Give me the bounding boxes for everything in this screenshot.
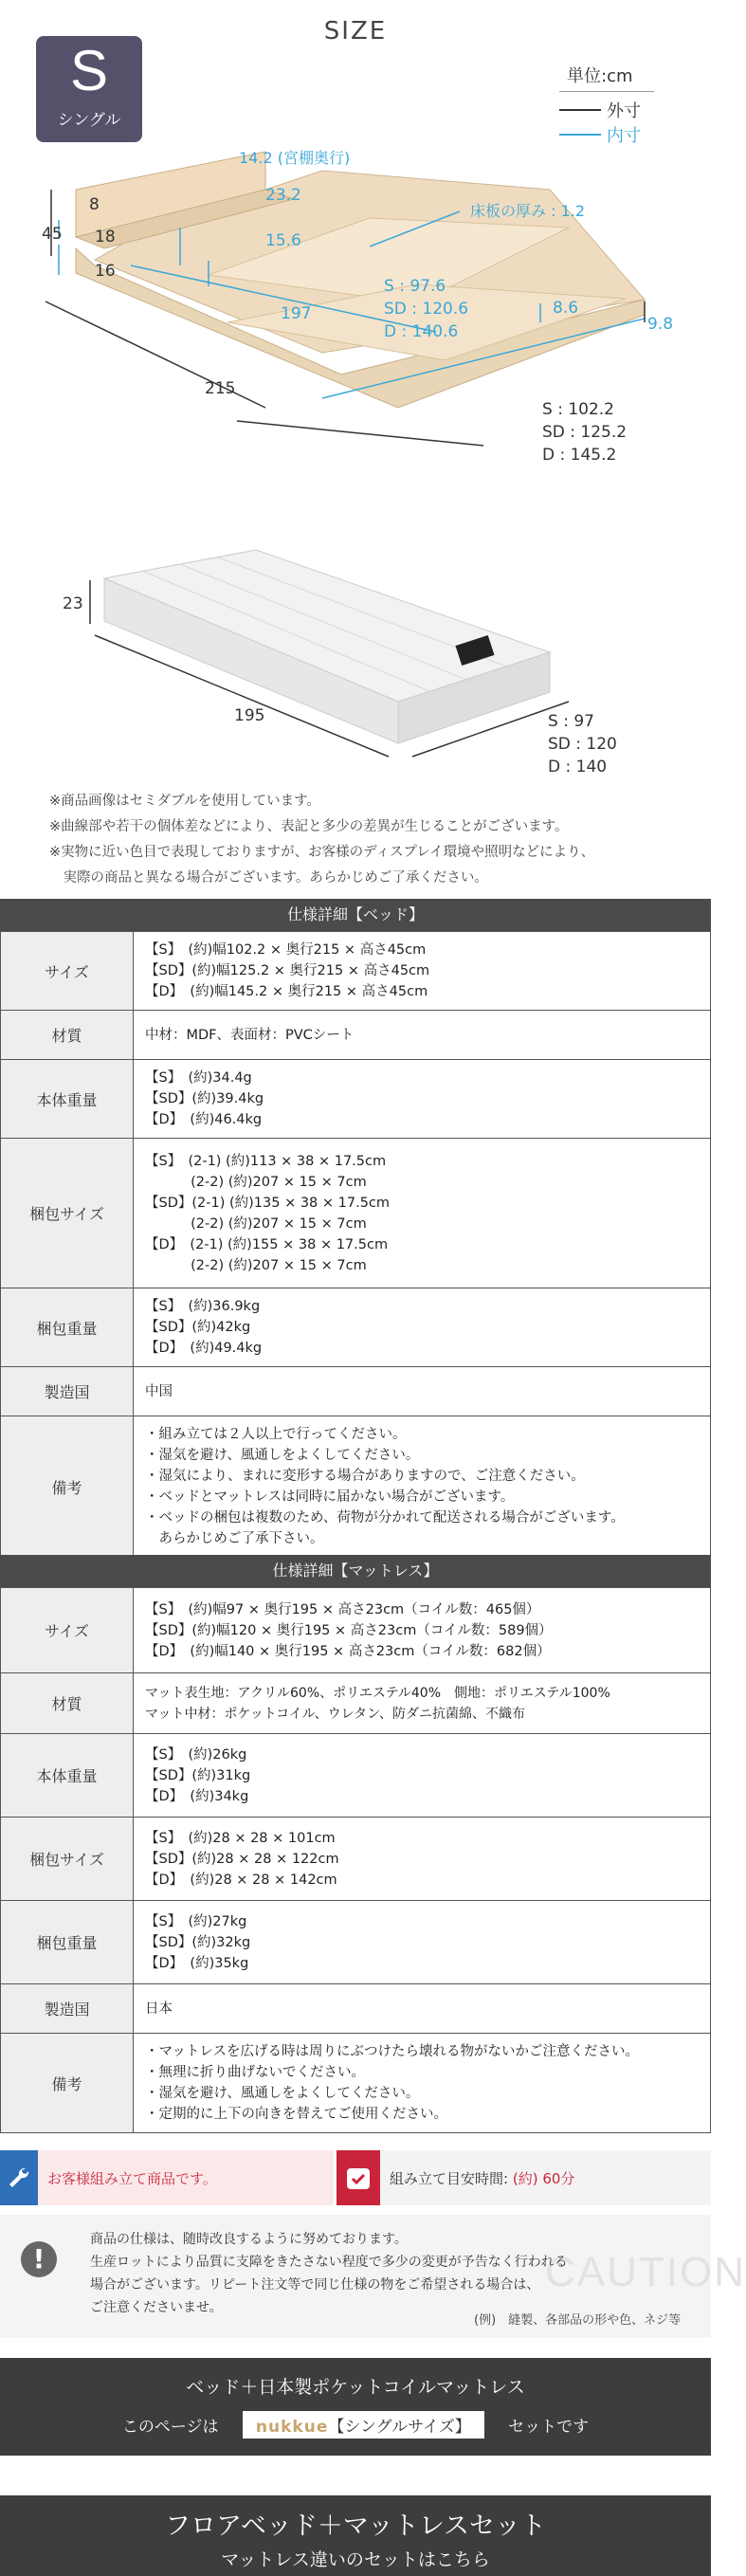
note-line: 実際の商品と異なる場合がございます。あらかじめご了承ください。 — [49, 870, 488, 886]
table-row — [1, 1734, 711, 1818]
floor-thickness: 床板の厚み : 1.2 — [470, 202, 586, 220]
outer-s: S : 102.2 — [542, 400, 614, 419]
set-title: ベッド＋日本製ポケットコイルマットレス — [186, 2377, 525, 2398]
dim-shelf-depth: 14.2 (宮棚奥行) — [239, 149, 351, 167]
dim-197: 197 — [281, 304, 312, 323]
spec-key: 梱包重量 — [1, 1901, 134, 1984]
outer-width-list — [542, 398, 627, 466]
inner-width-list — [384, 275, 468, 343]
table-row — [1, 1673, 711, 1734]
caution-watermark: CAUTION — [545, 2249, 746, 2295]
spec-key: 製造国 — [1, 1984, 134, 2034]
spec-value: 【S】 (約)36.9kg 【SD】(約)42kg 【D】 (約)49.4kg — [134, 1288, 711, 1367]
dim-15-6: 15.6 — [265, 231, 301, 250]
mattress-width-list — [548, 710, 617, 778]
dim-18: 18 — [95, 228, 116, 247]
size-title: SIZE — [323, 17, 388, 46]
spec-key: 備考 — [1, 1416, 134, 1558]
dim-8-6: 8.6 — [553, 299, 579, 318]
spec-value: 日本 — [134, 1984, 711, 2034]
table-row — [1, 1060, 711, 1139]
image-notes — [49, 789, 694, 891]
spec-value: 【S】 (約)34.4g 【SD】(約)39.4kg 【D】 (約)46.4kg — [134, 1060, 711, 1139]
table-row — [1, 1818, 711, 1901]
spec-value: ・マットレスを広げる時は周りにぶつけたら壊れる物がないかご注意ください。 ・無理に折り曲げないでください。 ・湿気を避け、風通しをよくしてください。 ・定期的に上下の向きを替えてご使用ください。 — [134, 2034, 711, 2133]
spec-value: 【S】 (約)28 × 28 × 101cm 【SD】(約)28 × 28 × 122cm 【D】 (約)28 × 28 × 142cm — [134, 1818, 711, 1901]
legend-inner: 内寸 — [607, 126, 641, 146]
spec-key: 本体重量 — [1, 1734, 134, 1818]
spec-key: サイズ — [1, 1588, 134, 1673]
spec-value: マット表生地：アクリル60%、ポリエステル40% 側地：ポリエステル100% マット中材：ポケットコイル、ウレタン、防ダニ抗菌綿、不織布 — [134, 1673, 711, 1734]
spec-key: 備考 — [1, 2034, 134, 2133]
inner-sd: SD : 120.6 — [384, 300, 469, 319]
inner-d: D : 140.6 — [384, 322, 459, 341]
spec-key: 梱包サイズ — [1, 1818, 134, 1901]
mattress-height: 23 — [63, 594, 83, 613]
spec-value: 【S】 (2-1) (約)113 × 38 × 17.5cm (2-2) (約)207 × 15 × 7cm 【SD】(2-1) (約)135 × 38 × 17.5cm (2-2) (約)207 × 15 × 7cm 【D】 (2-1) (約)155 × 38 × 17.5cm (2-2) (約)207 × 15 × 7cm — [134, 1139, 711, 1288]
assembly-text: お客様組み立て商品です。 — [47, 2169, 217, 2187]
table-row — [1, 1416, 711, 1558]
set-info — [0, 2358, 711, 2456]
legend-outer: 外寸 — [607, 101, 641, 121]
wrench-icon — [0, 2150, 38, 2205]
table-row — [1, 1139, 711, 1288]
mattress-w-d: D : 140 — [548, 758, 608, 776]
mattress-w-s: S : 97 — [548, 712, 594, 731]
outer-arrow-icon — [559, 109, 601, 111]
exclamation-icon: ! — [21, 2241, 57, 2277]
assembly-time-notice — [337, 2150, 711, 2205]
size-chip: nukkue【シングルサイズ】 — [243, 2411, 484, 2439]
spec-key: 梱包サイズ — [1, 1139, 134, 1288]
note-line: ※曲線部や若干の個体差などにより、表記と多少の差異が生じることがございます。 — [49, 819, 569, 834]
table-row — [1, 1288, 711, 1367]
assembly-time-value: (約) 60分 — [512, 2169, 575, 2187]
spec-key: 材質 — [1, 1673, 134, 1734]
clock-check-icon — [337, 2150, 380, 2205]
spec-value: ・組み立ては２人以上で行ってください。 ・湿気を避け、風通しをよくしてください。 ・湿気により、まれに変形する場合がありますので、ご注意ください。 ・ベッドとマットレスは同時に届かない場合がございます。 ・ベッドの梱包は複数のため、荷物が分かれて配送される場合がございます。 あらかじめご了承下さい。 — [134, 1416, 711, 1558]
caution-example: (例) 縫製、各部品の形や色、ネジ等 — [474, 2313, 682, 2328]
dim-215: 215 — [205, 379, 236, 398]
assembly-notice — [0, 2150, 334, 2205]
dim-9-8: 9.8 — [647, 315, 674, 334]
spec-value: 中材：MDF、表面材：PVCシート — [134, 1011, 711, 1060]
table-row — [1, 1588, 711, 1673]
bed-spec-heading: 仕様詳細【ベッド】 — [0, 899, 711, 931]
dim-8: 8 — [89, 195, 100, 214]
mattress-length: 195 — [234, 706, 265, 725]
outer-sd: SD : 125.2 — [542, 423, 628, 442]
mattress-w-sd: SD : 120 — [548, 735, 617, 754]
spec-value: 【S】 (約)26kg 【SD】(約)31kg 【D】 (約)34kg — [134, 1734, 711, 1818]
table-row — [1, 2034, 711, 2133]
size-badge — [36, 36, 142, 142]
spec-value: 【S】 (約)幅97 × 奥行195 × 高さ23cm（コイル数：465個） 【SD】(約)幅120 × 奥行195 × 高さ23cm（コイル数：589個） 【D】 (約)幅140 × 奥行195 × 高さ23cm（コイル数：682個） — [134, 1588, 711, 1673]
spec-key: 製造国 — [1, 1367, 134, 1416]
footer-subtitle: マットレス違いのセットはこちら — [221, 2549, 490, 2570]
outer-d: D : 145.2 — [542, 446, 617, 465]
dim-23-2: 23.2 — [265, 186, 301, 205]
table-row — [1, 1367, 711, 1416]
spec-key: 梱包重量 — [1, 1288, 134, 1367]
brand-logo: nukkue — [255, 2418, 329, 2437]
note-line: ※商品画像はセミダブルを使用しています。 — [49, 794, 320, 809]
spec-value: 【S】 (約)幅102.2 × 奥行215 × 高さ45cm 【SD】(約)幅125.2 × 奥行215 × 高さ45cm 【D】 (約)幅145.2 × 奥行215 × 高さ45cm — [134, 932, 711, 1011]
set-line: このページは nukkue【シングルサイズ】 セットです — [0, 2411, 711, 2439]
table-row — [1, 932, 711, 1011]
inner-s: S : 97.6 — [384, 277, 446, 296]
caution-text: 商品の仕様は、随時改良するように努めております。 生産ロットにより品質に支障をきたさない程度で多少の変更が予告なく行われる 場合がございます。リピート注文等で同じ仕様の物をご希望される場合は、 ご注意くださいませ。 — [90, 2232, 568, 2315]
spec-key: 本体重量 — [1, 1060, 134, 1139]
spec-key: サイズ — [1, 932, 134, 1011]
spec-value: 中国 — [134, 1367, 711, 1416]
badge-letter: S — [69, 39, 109, 102]
other-set-link[interactable] — [0, 2495, 711, 2576]
caution-box — [0, 2215, 746, 2338]
note-line: ※実物に近い色目で表現しておりますが、お客様のディスプレイ環境や照明などにより、 — [49, 845, 595, 860]
mattress-spec-table — [0, 1587, 711, 2133]
mattress-spec-heading: 仕様詳細【マットレス】 — [0, 1555, 711, 1587]
dim-16: 16 — [95, 262, 116, 281]
spec-value: 【S】 (約)27kg 【SD】(約)32kg 【D】 (約)35kg — [134, 1901, 711, 1984]
assembly-time: 組み立て目安時間: (約) 60分 — [390, 2169, 575, 2187]
bed-spec-table — [0, 931, 711, 1558]
spec-key: 材質 — [1, 1011, 134, 1060]
unit-label: 単位:cm — [567, 66, 633, 86]
table-row — [1, 1984, 711, 2034]
footer-title: フロアベッド＋マットレスセット — [164, 2512, 547, 2541]
table-row — [1, 1901, 711, 1984]
dim-45: 45 — [42, 225, 63, 244]
badge-label: シングル — [57, 111, 121, 130]
table-row — [1, 1011, 711, 1060]
